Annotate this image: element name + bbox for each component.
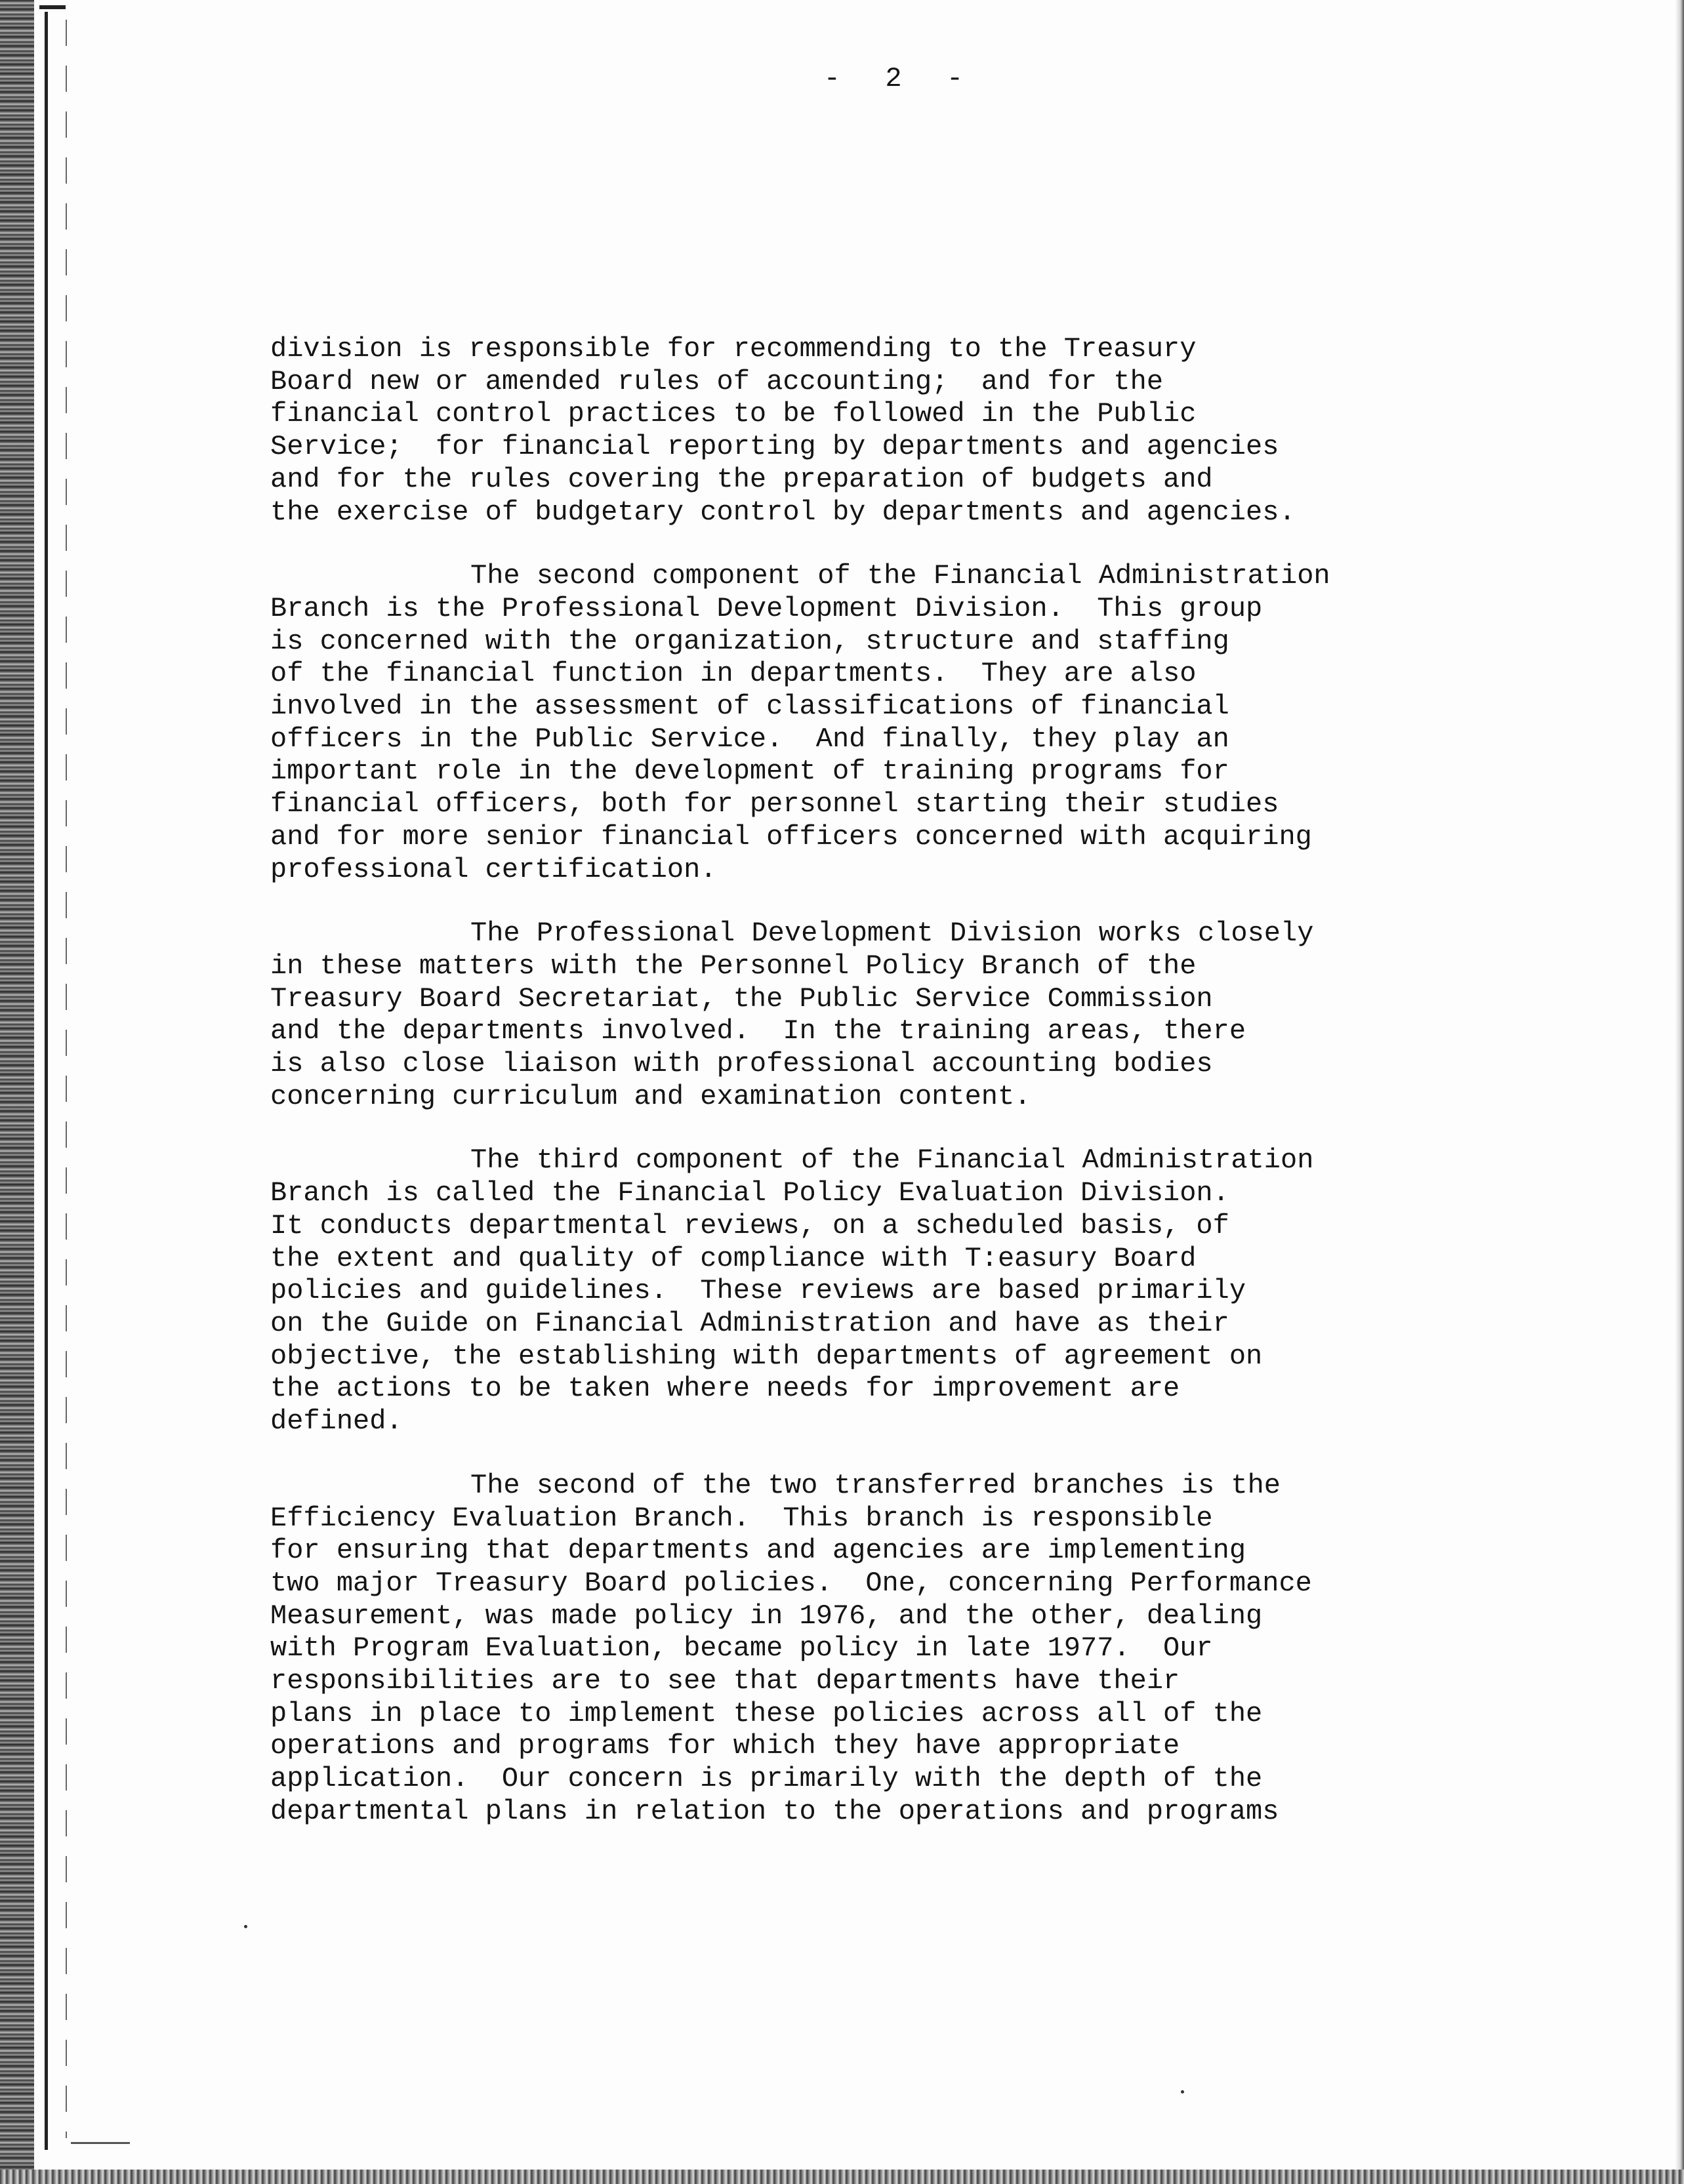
scan-corner-mark <box>39 5 66 9</box>
text-line: the extent and quality of compliance with T:easury Board <box>270 1242 1197 1274</box>
scan-binding-edge <box>0 0 34 2184</box>
text-line: objective, the establishing with departments of agreement on <box>270 1340 1263 1372</box>
text-line: of the financial function in departments. They are also <box>270 658 1197 690</box>
text-line: operations and programs for which they have appropriate <box>270 1730 1180 1762</box>
margin-rule <box>45 12 48 2150</box>
scan-speck <box>244 1925 247 1928</box>
text-line: financial officers, both for personnel starting their studies <box>270 788 1279 820</box>
text-line: departmental plans in relation to the operations and programs <box>270 1795 1279 1827</box>
text-line: the exercise of budgetary control by departments and agencies. <box>270 496 1296 528</box>
paragraph <box>270 918 1550 1113</box>
text-line: financial control practices to be followed in the Public <box>270 398 1197 430</box>
scan-bottom-edge <box>0 2170 1684 2184</box>
text-line: plans in place to implement these policies across all of the <box>270 1697 1263 1729</box>
paragraph <box>270 1470 1550 1829</box>
text-line: the actions to be taken where needs for improvement are <box>270 1373 1180 1405</box>
text-line: concerning curriculum and examination content. <box>270 1080 1031 1112</box>
margin-rule-thin <box>66 20 67 2138</box>
text-line: Efficiency Evaluation Branch. This branch is responsible <box>270 1502 1213 1534</box>
text-line: Service; for financial reporting by departments and agencies <box>270 431 1279 463</box>
text-line: officers in the Public Service. And finally, they play an <box>270 723 1229 755</box>
text-line: The Professional Development Division works closely <box>470 918 1314 950</box>
text-line: is concerned with the organization, structure and staffing <box>270 625 1229 657</box>
paragraph <box>270 333 1550 529</box>
body-text <box>270 333 1550 1860</box>
text-line: Board new or amended rules of accounting; and for the <box>270 365 1164 397</box>
text-line: for ensuring that departments and agencies are implementing <box>270 1535 1246 1567</box>
scan-right-edge <box>1675 0 1684 2184</box>
text-line: in these matters with the Personnel Policy Branch of the <box>270 950 1197 982</box>
paragraph <box>270 560 1550 886</box>
text-line: on the Guide on Financial Administration and have as their <box>270 1307 1229 1339</box>
paragraph <box>270 1144 1550 1438</box>
text-line: professional certification. <box>270 853 717 885</box>
text-line: involved in the assessment of classifications of financial <box>270 691 1229 723</box>
text-line: application. Our concern is primarily with the depth of the <box>270 1763 1263 1795</box>
text-line: division is responsible for recommending to the Treasury <box>270 333 1197 365</box>
text-line: and for more senior financial officers concerned with acquiring <box>270 820 1312 853</box>
text-line: two major Treasury Board policies. One, concerning Performance <box>270 1567 1312 1599</box>
text-line: The third component of the Financial Administration <box>470 1144 1314 1177</box>
text-line: with Program Evaluation, became policy in late 1977. Our <box>270 1632 1213 1665</box>
text-line: important role in the development of training programs for <box>270 756 1229 788</box>
text-line: Branch is called the Financial Policy Evaluation Division. <box>270 1177 1229 1209</box>
text-line: responsibilities are to see that departments have their <box>270 1665 1180 1697</box>
page-number: - 2 - <box>823 63 968 94</box>
text-line: The second component of the Financial Administration <box>470 560 1330 592</box>
scan-mark <box>71 2142 130 2144</box>
text-line: and the departments involved. In the training areas, there <box>270 1015 1246 1047</box>
scan-speck <box>1181 2090 1184 2093</box>
text-line: policies and guidelines. These reviews are based primarily <box>270 1275 1246 1307</box>
text-line: defined. <box>270 1405 403 1438</box>
text-line: is also close liaison with professional accounting bodies <box>270 1048 1213 1080</box>
text-line: The second of the two transferred branches is the <box>470 1469 1281 1501</box>
text-line: It conducts departmental reviews, on a scheduled basis, of <box>270 1209 1229 1242</box>
text-line: Measurement, was made policy in 1976, and the other, dealing <box>270 1600 1263 1632</box>
text-line: Treasury Board Secretariat, the Public Service Commission <box>270 982 1213 1015</box>
text-line: and for the rules covering the preparation of budgets and <box>270 463 1213 495</box>
text-line: Branch is the Professional Development Division. This group <box>270 592 1263 624</box>
